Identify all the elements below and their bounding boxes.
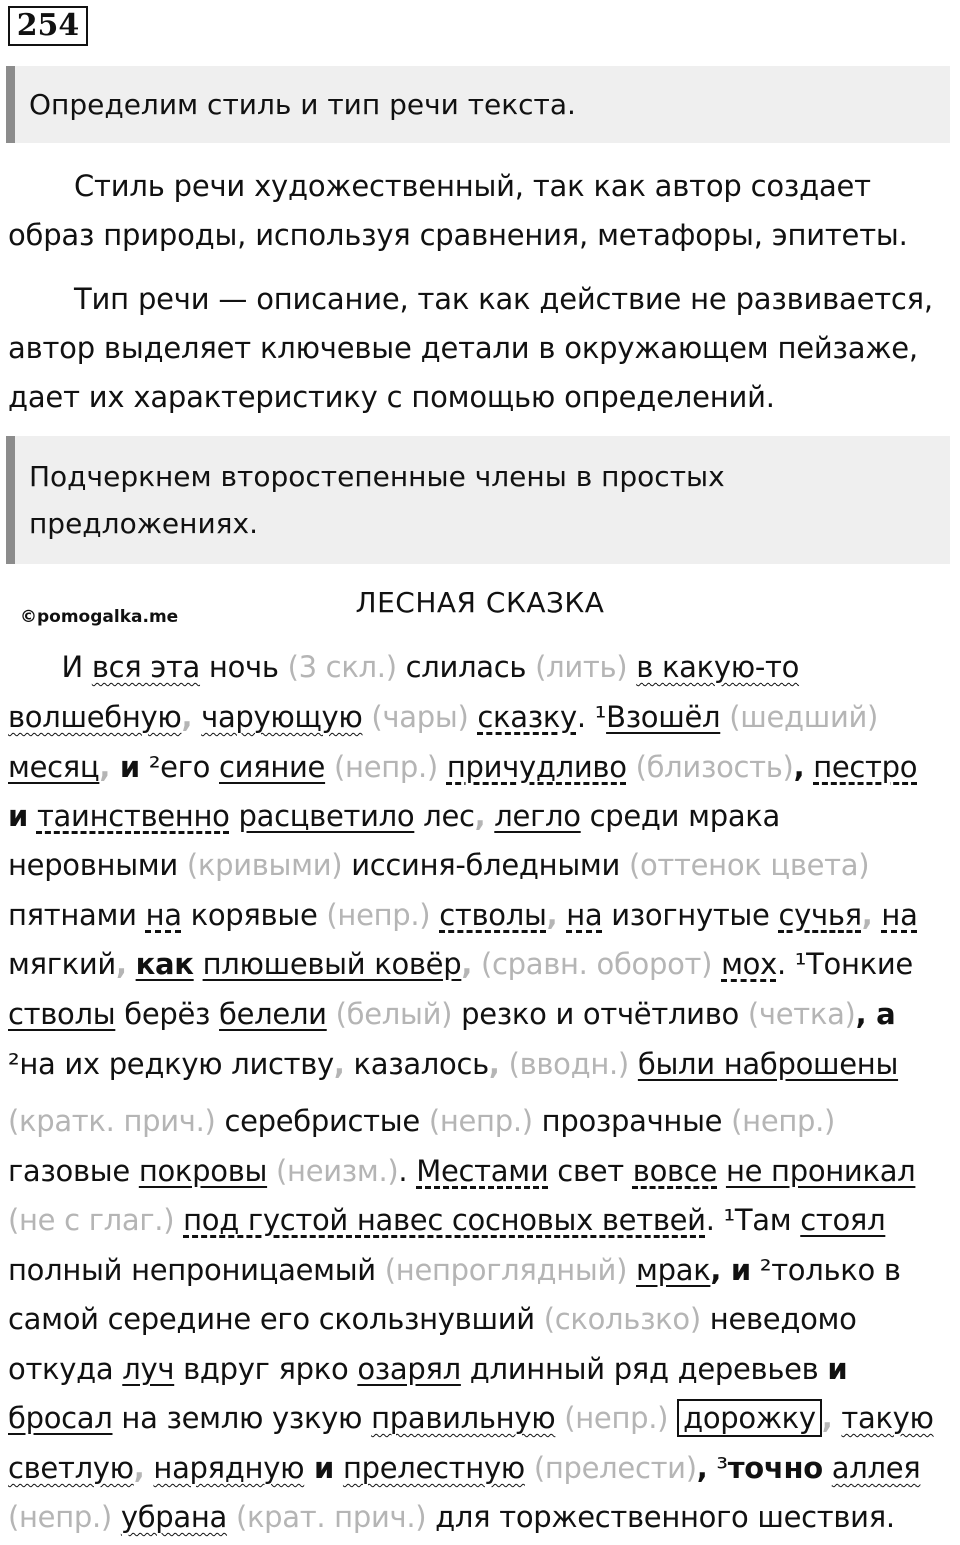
text-fragment: (четка) bbox=[747, 997, 856, 1031]
text-fragment: (3 скл.) bbox=[287, 650, 397, 684]
text-fragment: (крат. прич.) bbox=[235, 1500, 427, 1534]
text-fragment: свет bbox=[548, 1154, 633, 1188]
text-fragment: ²его bbox=[139, 750, 219, 784]
text-fragment bbox=[720, 700, 729, 734]
text-fragment: , bbox=[115, 947, 127, 981]
text-fragment: ²только в bbox=[750, 1253, 901, 1287]
text-fragment: иссиня-бледными bbox=[342, 848, 629, 882]
text-fragment: газовые bbox=[8, 1154, 139, 1188]
text-fragment: аллея bbox=[831, 1451, 921, 1485]
text-fragment: неведомо bbox=[700, 1302, 857, 1336]
text-fragment bbox=[627, 650, 636, 684]
text-fragment: ³ bbox=[707, 1451, 728, 1485]
text-fragment: среди мрака bbox=[580, 799, 780, 833]
text-fragment: убрана bbox=[120, 1500, 228, 1534]
text-fragment bbox=[227, 1500, 236, 1534]
text-fragment: . ¹Тонкие bbox=[776, 947, 913, 981]
text-fragment: , bbox=[99, 750, 111, 784]
text-fragment: прозрачные bbox=[532, 1104, 732, 1138]
text-fragment bbox=[28, 799, 37, 833]
text-fragment bbox=[717, 1154, 726, 1188]
text-fragment bbox=[192, 700, 201, 734]
text-fragment: (лить) bbox=[535, 650, 628, 684]
text-fragment: мрак bbox=[636, 1253, 711, 1287]
text-fragment: непроницаемый bbox=[131, 1253, 376, 1287]
copyright-label: ©pomogalka.me bbox=[20, 607, 179, 627]
text-fragment: мох bbox=[721, 947, 777, 981]
text-fragment: и bbox=[304, 1451, 335, 1485]
text-line bbox=[8, 997, 895, 1031]
text-fragment: пестро bbox=[813, 750, 918, 784]
text-fragment: нарядную bbox=[153, 1451, 305, 1485]
text-fragment: вовсе bbox=[632, 1154, 718, 1188]
text-fragment: месяц bbox=[8, 750, 100, 784]
text-fragment: сияние bbox=[219, 750, 326, 784]
text-fragment: откуда bbox=[8, 1352, 123, 1386]
text-fragment: . ¹Там bbox=[705, 1203, 801, 1237]
text-fragment bbox=[194, 947, 203, 981]
text-fragment: (оттенок цвета) bbox=[628, 848, 870, 882]
text-fragment bbox=[430, 898, 439, 932]
text-fragment: и bbox=[110, 750, 140, 784]
text-fragment: , bbox=[696, 1451, 708, 1485]
text-line bbox=[8, 750, 917, 784]
text-fragment: озарял bbox=[357, 1352, 461, 1386]
text-fragment: луч bbox=[122, 1352, 175, 1386]
text-fragment: такую bbox=[841, 1401, 934, 1435]
text-fragment: волшебную bbox=[8, 700, 182, 734]
text-fragment bbox=[627, 750, 636, 784]
text-fragment: , и bbox=[710, 1253, 751, 1287]
text-fragment: (непр.) bbox=[731, 1104, 836, 1138]
text-fragment: светлую bbox=[8, 1451, 134, 1485]
text-fragment bbox=[627, 1253, 636, 1287]
text-title: ЛЕСНАЯ СКАЗКА bbox=[355, 586, 605, 619]
text-fragment: длинный ряд деревьев bbox=[460, 1352, 828, 1386]
text-fragment: берёз bbox=[115, 997, 220, 1031]
text-fragment: таинственно bbox=[36, 799, 230, 833]
text-fragment: и bbox=[827, 1352, 848, 1386]
text-fragment bbox=[485, 799, 494, 833]
style-paragraph: Стиль речи художественный, так как автор создает образ природы, используя сравнения, метафоры, эпитеты. bbox=[8, 169, 908, 252]
text-fragment: И bbox=[8, 650, 92, 684]
text-fragment: . bbox=[398, 1154, 417, 1188]
text-fragment: сучья bbox=[778, 898, 862, 932]
text-fragment: Местами bbox=[416, 1154, 549, 1188]
text-fragment bbox=[327, 997, 336, 1031]
text-fragment: прелестную bbox=[342, 1451, 525, 1485]
text-fragment: . ¹ bbox=[576, 700, 607, 734]
text-fragment: резко и отчётливо bbox=[452, 997, 748, 1031]
text-fragment: дорожку bbox=[677, 1399, 822, 1437]
text-fragment: причудливо bbox=[446, 750, 627, 784]
text-fragment: расцветило bbox=[238, 799, 415, 833]
text-line bbox=[8, 1500, 895, 1534]
text-fragment bbox=[500, 1047, 509, 1081]
text-fragment bbox=[334, 1451, 343, 1485]
text-fragment: (скользко) bbox=[543, 1302, 701, 1336]
text-fragment: Взошёл bbox=[606, 700, 721, 734]
text-fragment: (шедший) bbox=[729, 700, 879, 734]
text-line bbox=[8, 799, 780, 833]
text-fragment: (кривыми) bbox=[177, 848, 343, 882]
text-fragment: (близость) bbox=[635, 750, 794, 784]
text-fragment: пятнами bbox=[8, 898, 146, 932]
text-fragment: , bbox=[133, 1451, 145, 1485]
text-fragment bbox=[267, 1154, 276, 1188]
text-fragment: (непр.) bbox=[564, 1401, 669, 1435]
text-fragment: вдруг ярко bbox=[174, 1352, 358, 1386]
exercise-number: 254 bbox=[8, 6, 88, 46]
text-fragment: , bbox=[546, 898, 558, 932]
text-fragment bbox=[174, 1203, 183, 1237]
text-fragment bbox=[525, 1451, 534, 1485]
text-fragment: , bbox=[861, 898, 873, 932]
text-fragment: корявые bbox=[181, 898, 327, 932]
text-fragment: (непр.) bbox=[334, 750, 438, 784]
text-fragment: , bbox=[488, 1047, 500, 1081]
text-fragment: (непр.) bbox=[326, 898, 431, 932]
text-fragment: сказку bbox=[477, 700, 577, 734]
text-fragment: белели bbox=[219, 997, 327, 1031]
text-fragment bbox=[823, 1451, 832, 1485]
text-fragment: и bbox=[8, 799, 29, 833]
text-fragment: (непр.) bbox=[428, 1104, 533, 1138]
text-line bbox=[8, 1104, 835, 1138]
text-fragment: бросал bbox=[8, 1401, 113, 1435]
text-fragment: , bbox=[821, 1401, 833, 1435]
text-fragment: ночь bbox=[200, 650, 288, 684]
text-fragment bbox=[376, 1253, 385, 1287]
text-line bbox=[8, 650, 799, 684]
text-fragment: на bbox=[145, 898, 182, 932]
text-fragment: лес bbox=[414, 799, 475, 833]
text-fragment: (непр.) bbox=[8, 1500, 112, 1534]
text-fragment: (кратк. прич.) bbox=[8, 1104, 216, 1138]
text-fragment: под густой навес сосновых ветвей bbox=[183, 1203, 706, 1237]
text-fragment: (чары) bbox=[371, 700, 469, 734]
text-fragment: на bbox=[881, 898, 918, 932]
text-fragment: чарующую bbox=[201, 700, 363, 734]
text-line bbox=[8, 1352, 847, 1386]
text-fragment: стволы bbox=[8, 997, 116, 1031]
text-line bbox=[8, 700, 878, 734]
text-fragment bbox=[438, 750, 447, 784]
text-fragment: слилась bbox=[396, 650, 536, 684]
text-fragment: , bbox=[181, 700, 193, 734]
text-fragment bbox=[325, 750, 334, 784]
text-line bbox=[8, 1401, 934, 1435]
text-fragment: правильную bbox=[371, 1401, 556, 1435]
text-fragment: (сравн. оборот) bbox=[480, 947, 713, 981]
text-fragment: , bbox=[793, 750, 805, 784]
text-line bbox=[8, 1047, 898, 1081]
text-fragment: покровы bbox=[138, 1154, 268, 1188]
task-heading-style: Определим стиль и тип речи текста. bbox=[6, 66, 950, 143]
text-fragment: на землю узкую bbox=[112, 1401, 372, 1435]
text-fragment bbox=[629, 1047, 638, 1081]
task-heading-underline: Подчеркнем второстепенные члены в простых предложениях. bbox=[6, 436, 950, 564]
text-fragment: мягкий bbox=[8, 947, 116, 981]
text-fragment: ²на их редкую листву bbox=[8, 1047, 334, 1081]
text-line bbox=[8, 898, 918, 932]
text-fragment: изогнутые bbox=[602, 898, 779, 932]
text-fragment: как bbox=[135, 947, 194, 981]
text-fragment: серебристые bbox=[215, 1104, 429, 1138]
text-fragment: , bbox=[474, 799, 486, 833]
text-fragment: , bbox=[333, 1047, 345, 1081]
text-line bbox=[8, 1154, 915, 1188]
text-fragment bbox=[804, 750, 813, 784]
text-fragment: (неизм.) bbox=[276, 1154, 399, 1188]
text-fragment: плюшевый ковёр bbox=[202, 947, 462, 981]
text-fragment: легло bbox=[494, 799, 581, 833]
text-fragment bbox=[555, 1401, 564, 1435]
text-fragment: казалось bbox=[344, 1047, 489, 1081]
text-fragment: стволы bbox=[439, 898, 547, 932]
text-fragment: неровными bbox=[8, 848, 178, 882]
type-paragraph: Тип речи — описание, так как действие не развивается, автор выделяет ключевые детали в окружающем пейзаже, дает их характеристику с помощью определений. bbox=[8, 282, 933, 414]
text-fragment: , а bbox=[855, 997, 896, 1031]
text-fragment bbox=[472, 947, 481, 981]
text-fragment: (не с глаг.) bbox=[8, 1203, 175, 1237]
text-fragment bbox=[127, 947, 136, 981]
text-fragment: (вводн.) bbox=[508, 1047, 629, 1081]
text-line bbox=[8, 1451, 920, 1485]
text-fragment: (непроглядный) bbox=[384, 1253, 628, 1287]
text-fragment: (белый) bbox=[335, 997, 453, 1031]
text-fragment: не проникал bbox=[725, 1154, 916, 1188]
text-fragment: (прелести) bbox=[533, 1451, 697, 1485]
text-fragment bbox=[112, 1500, 121, 1534]
text-line bbox=[8, 848, 869, 882]
text-fragment: для торжественного шествия. bbox=[426, 1500, 895, 1534]
text-fragment: были наброшены bbox=[637, 1047, 899, 1081]
text-fragment: самой середине его скользнувший bbox=[8, 1302, 544, 1336]
text-fragment: на bbox=[566, 898, 603, 932]
text-fragment: стоял bbox=[800, 1203, 886, 1237]
text-fragment bbox=[668, 1401, 677, 1435]
text-line bbox=[8, 1203, 885, 1237]
text-line bbox=[8, 1302, 857, 1336]
text-fragment: в какую-то bbox=[636, 650, 800, 684]
text-fragment: точно bbox=[727, 1451, 823, 1485]
text-fragment: вся эта bbox=[91, 650, 201, 684]
text-fragment bbox=[712, 947, 721, 981]
text-fragment bbox=[557, 898, 566, 932]
text-fragment: , bbox=[461, 947, 473, 981]
text-fragment: полный bbox=[8, 1253, 132, 1287]
text-line bbox=[8, 1253, 901, 1287]
text-line bbox=[8, 947, 913, 981]
